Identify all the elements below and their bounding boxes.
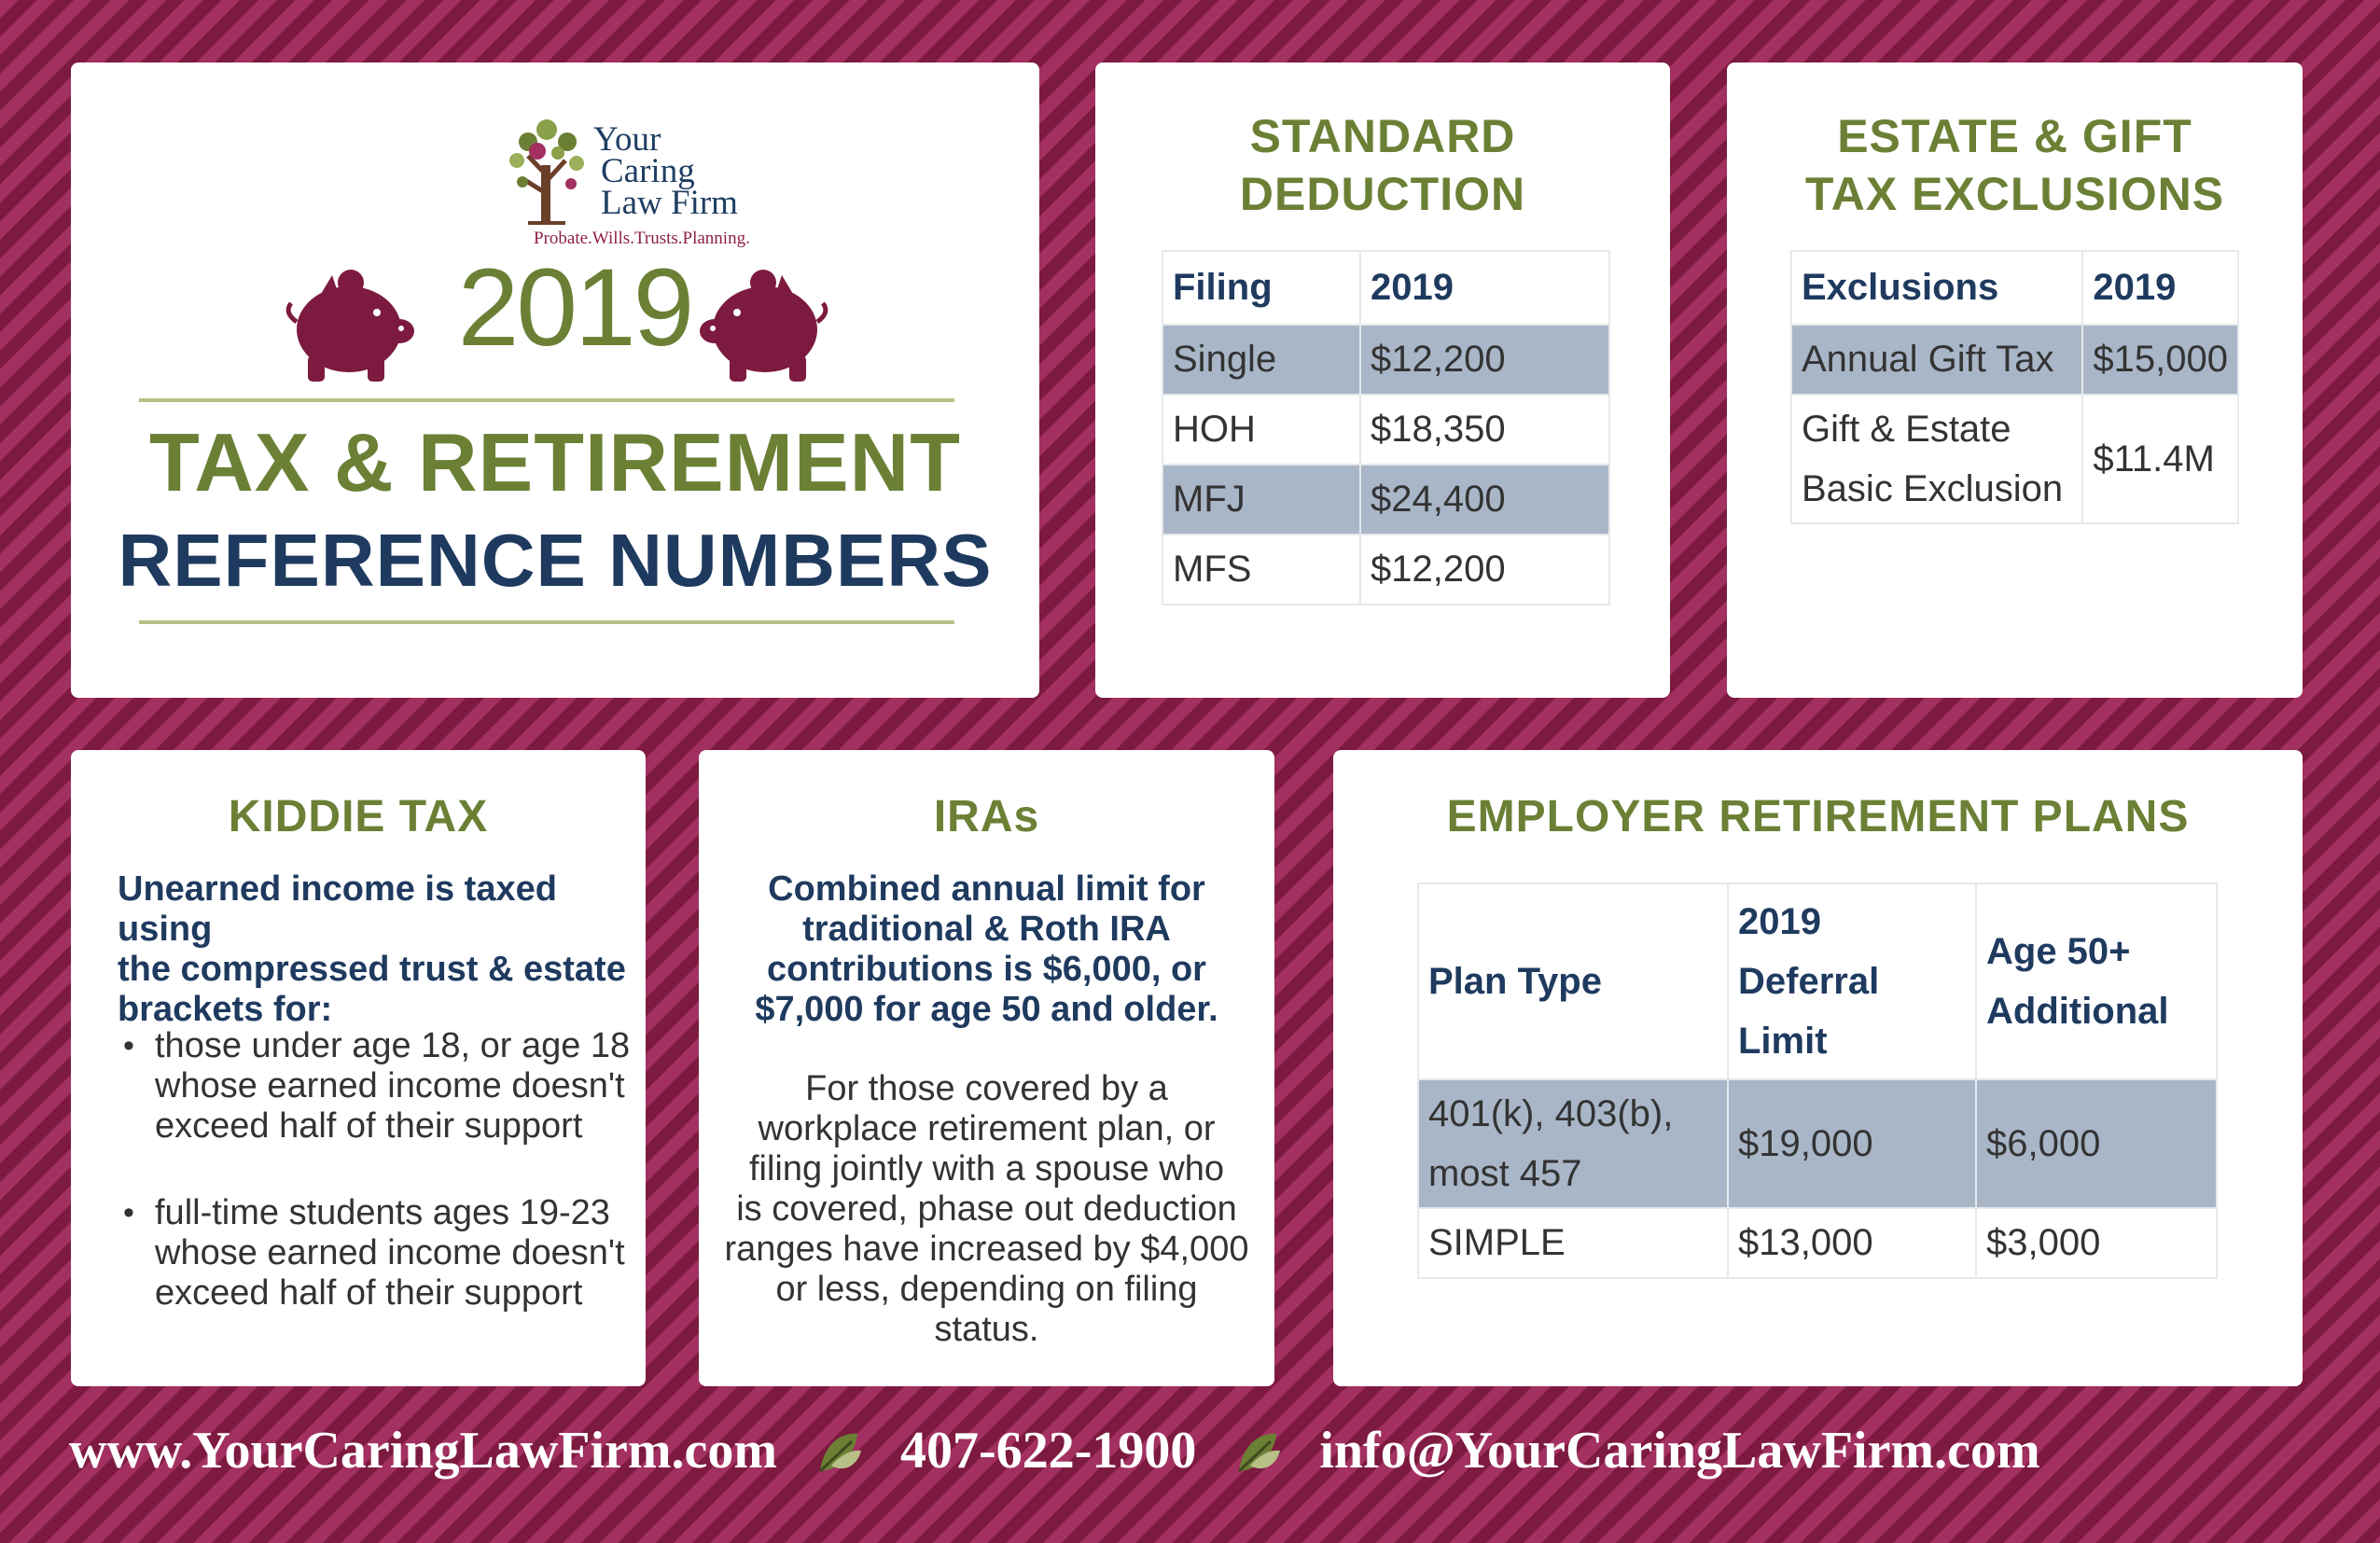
intro-line: traditional & Roth IRA [802, 910, 1171, 949]
bullet-icon: • [123, 1195, 134, 1230]
iras-heading: IRAs [933, 792, 1040, 841]
exclusion-amount: $15,000 [2082, 325, 2238, 395]
standard-deduction-table [1162, 250, 1610, 605]
plan-type [1418, 1079, 1728, 1208]
heading-line: ESTATE & GIFT [1837, 110, 2192, 162]
heading-line: TAX EXCLUSIONS [1804, 168, 2225, 220]
headline-reference-numbers: REFERENCE NUMBERS [118, 519, 993, 602]
bullet-line: exceed half of their support [155, 1273, 583, 1313]
bullet-line: exceed half of their support [155, 1106, 583, 1146]
intro-line: Unearned income is taxed using [118, 869, 557, 949]
firm-name-line3: Law Firm [601, 184, 738, 222]
column-header: 2019 [2082, 251, 2238, 325]
heading-line: DEDUCTION [1239, 168, 1526, 220]
exclusion-label: Annual Gift Tax [1791, 325, 2082, 395]
body-line: filing jointly with a spouse who [748, 1149, 1225, 1189]
deduction-amount: $18,350 [1360, 395, 1609, 465]
year-title: 2019 [457, 246, 692, 369]
column-header-line: Limit [1738, 1021, 1828, 1062]
firm-name-line2: Caring [601, 152, 695, 190]
column-header [1728, 883, 1976, 1079]
intro-line: the compressed trust & estate [118, 950, 626, 989]
divider-top [139, 398, 954, 402]
iras-intro [699, 869, 1274, 1030]
employer-plans-table [1417, 883, 2218, 1279]
intro-line: $7,000 for age 50 and older. [755, 990, 1218, 1029]
body-line: ranges have increased by $4,000 [724, 1230, 1249, 1269]
deduction-amount: $24,400 [1360, 465, 1609, 535]
column-header-line: Additional [1986, 991, 2169, 1032]
iras-body [699, 1069, 1274, 1350]
exclusion-amount: $11.4M [2082, 395, 2238, 523]
table-row [1162, 465, 1609, 535]
divider-bottom [139, 620, 954, 624]
kiddie-tax-card [71, 750, 646, 1386]
bullet-line: full-time students ages 19-23 [155, 1193, 610, 1232]
table-row [1418, 1208, 2217, 1278]
firm-name-line1: Your [593, 120, 661, 159]
plan-type: SIMPLE [1418, 1208, 1728, 1278]
iras-card [699, 750, 1274, 1386]
filing-status: Single [1162, 325, 1360, 395]
headline-tax-retirement: TAX & RETIREMENT [149, 416, 961, 508]
intro-line: contributions is $6,000, or [767, 950, 1206, 989]
email-link[interactable]: info@YourCaringLawFirm.com [1319, 1422, 2040, 1480]
firm-logo [500, 109, 761, 258]
leaf-icon [814, 1425, 867, 1477]
body-line: status. [934, 1310, 1039, 1349]
intro-line: Combined annual limit for [768, 869, 1205, 909]
exclusion-label-line: Basic Exclusion [1802, 468, 2064, 509]
bullet-line: those under age 18, or age 18 [155, 1026, 631, 1065]
table-row [1418, 1079, 2217, 1208]
bullet-icon: • [123, 1028, 134, 1063]
body-line: For those covered by a [805, 1069, 1168, 1108]
footer-contact [69, 1418, 2040, 1483]
column-header-line: Age 50+ [1986, 931, 2131, 972]
estate-gift-card [1727, 63, 2303, 698]
bullet-line: whose earned income doesn't [155, 1066, 625, 1105]
column-header-line: Deferral [1738, 961, 1880, 1002]
piggy-bank-icon [698, 266, 830, 385]
plan-type-line: 401(k), 403(b), [1428, 1093, 1674, 1134]
table-row [1791, 395, 2238, 523]
table-row [1162, 395, 1609, 465]
title-card [71, 63, 1039, 698]
intro-line: brackets for: [118, 990, 333, 1029]
phone-link[interactable]: 407-622-1900 [900, 1422, 1197, 1480]
firm-tagline: Probate.Wills.Trusts.Planning. [534, 229, 750, 248]
exclusion-label-line: Gift & Estate [1802, 409, 2011, 450]
standard-deduction-card [1095, 63, 1670, 698]
standard-deduction-heading [1095, 107, 1670, 223]
estate-gift-heading [1727, 107, 2303, 223]
tree-logo-icon [500, 109, 593, 230]
table-row [1162, 535, 1609, 605]
exclusion-label [1791, 395, 2082, 523]
deduction-amount: $12,200 [1360, 535, 1609, 605]
bullet-line: whose earned income doesn't [155, 1233, 625, 1272]
table-row [1162, 325, 1609, 395]
column-header [1976, 883, 2217, 1079]
piggy-bank-icon [284, 266, 416, 385]
body-line: workplace retirement plan, or [758, 1109, 1216, 1148]
filing-status: MFS [1162, 535, 1360, 605]
filing-status: HOH [1162, 395, 1360, 465]
leaf-icon [1233, 1425, 1286, 1477]
column-header: 2019 [1360, 251, 1609, 325]
employer-plans-heading: EMPLOYER RETIREMENT PLANS [1446, 792, 2190, 841]
kiddie-tax-heading: KIDDIE TAX [228, 792, 489, 841]
plan-type-line: most 457 [1428, 1153, 1582, 1194]
kiddie-tax-intro [118, 869, 640, 1030]
deferral-limit: $13,000 [1728, 1208, 1976, 1278]
column-header: Filing [1162, 251, 1360, 325]
additional-amount: $6,000 [1976, 1079, 2217, 1208]
employer-plans-card [1333, 750, 2303, 1386]
heading-line: STANDARD [1249, 110, 1516, 162]
website-link[interactable]: www.YourCaringLawFirm.com [69, 1422, 778, 1480]
body-line: or less, depending on filing [775, 1270, 1198, 1309]
list-item [118, 1193, 640, 1314]
list-item [118, 1026, 640, 1147]
estate-gift-table [1790, 250, 2239, 524]
column-header: Plan Type [1418, 883, 1728, 1079]
column-header-line: 2019 [1738, 901, 1821, 942]
firm-name [593, 120, 738, 222]
filing-status: MFJ [1162, 465, 1360, 535]
additional-amount: $3,000 [1976, 1208, 2217, 1278]
column-header: Exclusions [1791, 251, 2082, 325]
body-line: is covered, phase out deduction [736, 1189, 1237, 1229]
deferral-limit: $19,000 [1728, 1079, 1976, 1208]
table-row [1791, 325, 2238, 395]
deduction-amount: $12,200 [1360, 325, 1609, 395]
